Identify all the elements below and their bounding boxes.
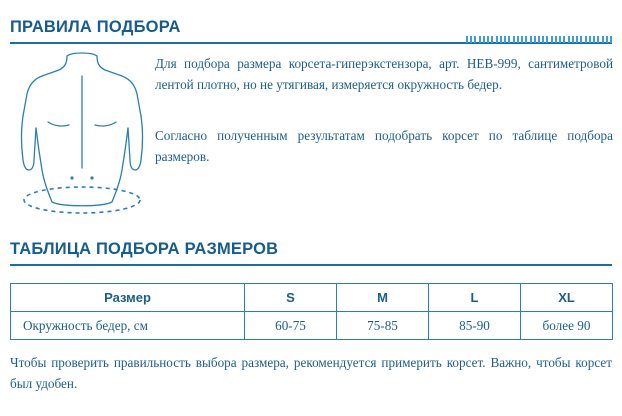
page-title-size-table: ТАБЛИЦА ПОДБОРА РАЗМЕРОВ <box>10 240 279 258</box>
table-row <box>11 312 613 340</box>
cell-hip-xl: более 90 <box>521 312 613 340</box>
size-selection-table <box>10 283 613 340</box>
table-header-size-label: Размер <box>11 284 245 312</box>
table-header-s: S <box>245 284 337 312</box>
size-table-footer-note: Чтобы проверить правильность выбора размера, рекомендуется примерить корсет. Важно, чтобы корсет был удобен. <box>10 355 612 391</box>
rules-paragraph-2: Согласно полученным результатам подобрать корсет по таблице подбора размеров. <box>155 128 613 164</box>
table-header-xl: XL <box>521 284 613 312</box>
rules-paragraph-1: Для подбора размера корсета-гиперэкстензора, арт. HEB-999, сантиметровой лентой плотно, но не утягивая, измеряется окружность бедер. <box>155 56 613 92</box>
cell-hip-s: 60-75 <box>245 312 337 340</box>
cell-hip-m: 75-85 <box>337 312 429 340</box>
table-header-m: M <box>337 284 429 312</box>
table-header-row <box>11 284 613 312</box>
dotted-accent-decoration <box>466 36 612 43</box>
page-title-rules: ПРАВИЛА ПОДБОРА <box>10 18 181 36</box>
cell-hip-l: 85-90 <box>429 312 521 340</box>
row-label-hip-circumference: Окружность бедер, см <box>11 312 245 340</box>
torso-back-illustration-icon <box>12 50 152 215</box>
table-header-l: L <box>429 284 521 312</box>
divider-size-table <box>10 264 612 266</box>
hip-measurement-marker <box>24 187 140 213</box>
